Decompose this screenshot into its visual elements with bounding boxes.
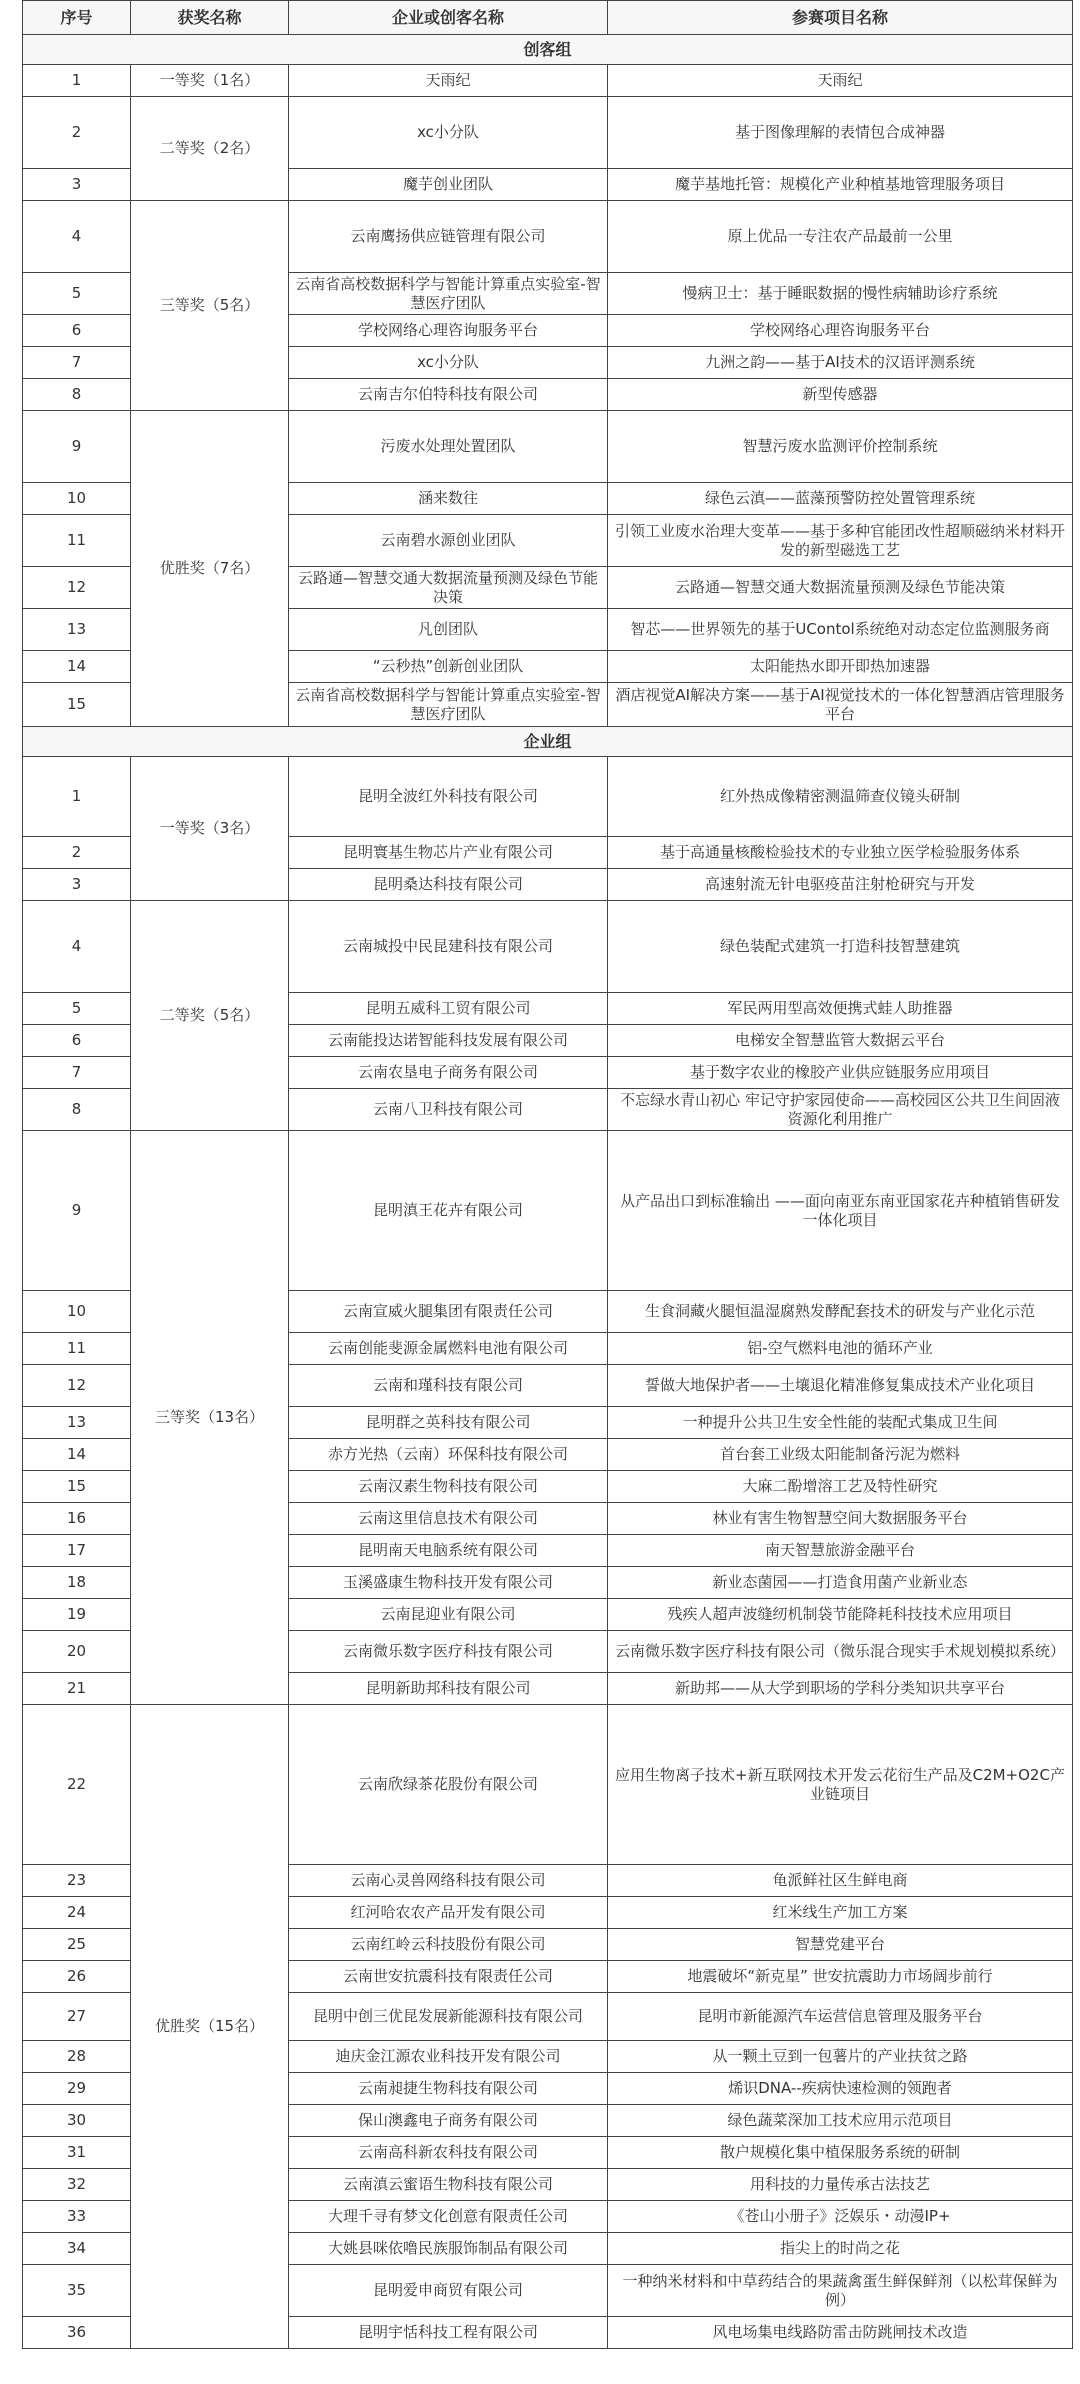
org-name: 云南红岭云科技股份有限公司: [289, 1929, 608, 1961]
org-name: 云南欣绿茶花股份有限公司: [289, 1705, 608, 1865]
project-name: 昆明市新能源汽车运营信息管理及服务平台: [608, 1993, 1073, 2041]
org-name: 学校网络心理咨询服务平台: [289, 315, 608, 347]
project-name: 绿色装配式建筑一打造科技智慧建筑: [608, 901, 1073, 993]
org-name: 大姚县咪依噜民族服饰制品有限公司: [289, 2233, 608, 2265]
org-name: 云南鹰扬供应链管理有限公司: [289, 201, 608, 273]
table-body: [23, 35, 1073, 2349]
org-name: 云南和瑾科技有限公司: [289, 1365, 608, 1407]
org-name: 云南高科新农科技有限公司: [289, 2137, 608, 2169]
org-name: 昆明爱申商贸有限公司: [289, 2265, 608, 2317]
project-name: 智慧党建平台: [608, 1929, 1073, 1961]
project-name: 智慧污废水监测评价控制系统: [608, 411, 1073, 483]
project-name: 天雨纪: [608, 65, 1073, 97]
org-name: 云南吉尔伯特科技有限公司: [289, 379, 608, 411]
row-number: 15: [23, 1471, 131, 1503]
row-number: 28: [23, 2041, 131, 2073]
row-number: 4: [23, 201, 131, 273]
project-name: 云南微乐数字医疗科技有限公司（微乐混合现实手术规划模拟系统）: [608, 1631, 1073, 1673]
project-name: 电梯安全智慧监管大数据云平台: [608, 1025, 1073, 1057]
org-name: 大理千寻有梦文化创意有限责任公司: [289, 2201, 608, 2233]
project-name: 指尖上的时尚之花: [608, 2233, 1073, 2265]
project-name: 从一颗土豆到一包薯片的产业扶贫之路: [608, 2041, 1073, 2073]
row-number: 5: [23, 273, 131, 315]
project-name: 残疾人超声波缝纫机制袋节能降耗科技技术应用项目: [608, 1599, 1073, 1631]
project-name: 大麻二酚增溶工艺及特性研究: [608, 1471, 1073, 1503]
org-name: 昆明五威科工贸有限公司: [289, 993, 608, 1025]
org-name: xc小分队: [289, 97, 608, 169]
project-name: 从产品出口到标准输出 ——面向南亚东南亚国家花卉种植销售研发一体化项目: [608, 1131, 1073, 1291]
row-number: 7: [23, 347, 131, 379]
row-number: 13: [23, 1407, 131, 1439]
project-name: 红外热成像精密测温筛查仪镜头研制: [608, 757, 1073, 837]
table-row: [23, 1705, 1073, 1865]
org-name: 污废水处理处置团队: [289, 411, 608, 483]
project-name: 智芯——世界领先的基于UContol系统绝对动态定位监测服务商: [608, 609, 1073, 651]
row-number: 9: [23, 1131, 131, 1291]
row-number: 3: [23, 869, 131, 901]
project-name: 地震破坏“新克星” 世安抗震助力市场阔步前行: [608, 1961, 1073, 1993]
row-number: 16: [23, 1503, 131, 1535]
row-number: 23: [23, 1865, 131, 1897]
row-number: 14: [23, 1439, 131, 1471]
org-name: 昆明新助邦科技有限公司: [289, 1673, 608, 1705]
row-number: 6: [23, 315, 131, 347]
project-name: 云路通—智慧交通大数据流量预测及绿色节能决策: [608, 567, 1073, 609]
row-number: 25: [23, 1929, 131, 1961]
org-name: 昆明滇王花卉有限公司: [289, 1131, 608, 1291]
header-row: [23, 1, 1073, 35]
row-number: 30: [23, 2105, 131, 2137]
project-name: 烯识DNA--疾病快速检测的领跑者: [608, 2073, 1073, 2105]
project-name: 南天智慧旅游金融平台: [608, 1535, 1073, 1567]
org-name: 云南农垦电子商务有限公司: [289, 1057, 608, 1089]
row-number: 22: [23, 1705, 131, 1865]
org-name: 云南世安抗震科技有限责任公司: [289, 1961, 608, 1993]
row-number: 18: [23, 1567, 131, 1599]
project-name: 基于数字农业的橡胶产业供应链服务应用项目: [608, 1057, 1073, 1089]
project-name: 林业有害生物智慧空间大数据服务平台: [608, 1503, 1073, 1535]
org-name: 昆明宇恬科技工程有限公司: [289, 2317, 608, 2349]
org-name: 昆明全波红外科技有限公司: [289, 757, 608, 837]
org-name: 云南昶捷生物科技有限公司: [289, 2073, 608, 2105]
project-name: 首台套工业级太阳能制备污泥为燃料: [608, 1439, 1073, 1471]
row-number: 2: [23, 97, 131, 169]
project-name: 新助邦——从大学到职场的学科分类知识共享平台: [608, 1673, 1073, 1705]
project-name: 基于高通量核酸检验技术的专业独立医学检验服务体系: [608, 837, 1073, 869]
org-name: 昆明桑达科技有限公司: [289, 869, 608, 901]
award-name: 二等奖（5名）: [131, 901, 289, 1131]
row-number: 10: [23, 483, 131, 515]
award-name: 一等奖（1名）: [131, 65, 289, 97]
project-name: 学校网络心理咨询服务平台: [608, 315, 1073, 347]
row-number: 21: [23, 1673, 131, 1705]
project-name: 风电场集电线路防雷击防跳闸技术改造: [608, 2317, 1073, 2349]
row-number: 4: [23, 901, 131, 993]
project-name: 生食洞藏火腿恒温湿腐熟发酵配套技术的研发与产业化示范: [608, 1291, 1073, 1333]
row-number: 3: [23, 169, 131, 201]
row-number: 7: [23, 1057, 131, 1089]
project-name: 誓做大地保护者——土壤退化精准修复集成技术产业化项目: [608, 1365, 1073, 1407]
org-name: 云南碧水源创业团队: [289, 515, 608, 567]
row-number: 35: [23, 2265, 131, 2317]
project-name: 基于图像理解的表情包合成神器: [608, 97, 1073, 169]
award-name: 二等奖（2名）: [131, 97, 289, 201]
org-name: 云南汉素生物科技有限公司: [289, 1471, 608, 1503]
project-name: 一种纳米材料和中草药结合的果蔬禽蛋生鲜保鲜剂（以松茸保鲜为例）: [608, 2265, 1073, 2317]
section-title: 创客组: [23, 35, 1073, 65]
project-name: 一种提升公共卫生安全性能的装配式集成卫生间: [608, 1407, 1073, 1439]
section-row: [23, 35, 1073, 65]
row-number: 33: [23, 2201, 131, 2233]
org-name: 云南省高校数据科学与智能计算重点实验室-智慧医疗团队: [289, 683, 608, 727]
org-name: 玉溪盛康生物科技开发有限公司: [289, 1567, 608, 1599]
row-number: 11: [23, 1333, 131, 1365]
org-name: 迪庆金江源农业科技开发有限公司: [289, 2041, 608, 2073]
project-name: 龟派鲜社区生鲜电商: [608, 1865, 1073, 1897]
project-name: 《苍山小册子》泛娱乐・动漫IP+: [608, 2201, 1073, 2233]
org-name: 赤方光热（云南）环保科技有限公司: [289, 1439, 608, 1471]
header-org: 企业或创客名称: [289, 1, 608, 35]
table-row: [23, 201, 1073, 273]
row-number: 1: [23, 65, 131, 97]
org-name: 天雨纪: [289, 65, 608, 97]
row-number: 12: [23, 567, 131, 609]
project-name: 原上优品一专注农产品最前一公里: [608, 201, 1073, 273]
row-number: 36: [23, 2317, 131, 2349]
header-no: 序号: [23, 1, 131, 35]
org-name: 昆明中创三优昆发展新能源科技有限公司: [289, 1993, 608, 2041]
org-name: 涵来数往: [289, 483, 608, 515]
project-name: 慢病卫士：基于睡眠数据的慢性病辅助诊疗系统: [608, 273, 1073, 315]
project-name: 新业态菌园——打造食用菌产业新业态: [608, 1567, 1073, 1599]
award-table: [22, 0, 1073, 2349]
header-award: 获奖名称: [131, 1, 289, 35]
project-name: 应用生物离子技术+新互联网技术开发云花衍生产品及C2M+O2C产业链项目: [608, 1705, 1073, 1865]
org-name: 云南创能斐源金属燃料电池有限公司: [289, 1333, 608, 1365]
award-name: 三等奖（13名）: [131, 1131, 289, 1705]
project-name: 引领工业废水治理大变革——基于多种官能团改性超顺磁纳米材料开发的新型磁选工艺: [608, 515, 1073, 567]
row-number: 11: [23, 515, 131, 567]
row-number: 9: [23, 411, 131, 483]
org-name: 云南滇云蜜语生物科技有限公司: [289, 2169, 608, 2201]
table-row: [23, 97, 1073, 169]
row-number: 26: [23, 1961, 131, 1993]
org-name: 凡创团队: [289, 609, 608, 651]
org-name: xc小分队: [289, 347, 608, 379]
row-number: 32: [23, 2169, 131, 2201]
section-row: [23, 727, 1073, 757]
org-name: 魔芋创业团队: [289, 169, 608, 201]
project-name: 太阳能热水即开即热加速器: [608, 651, 1073, 683]
project-name: 铝-空气燃料电池的循环产业: [608, 1333, 1073, 1365]
project-name: 魔芋基地托管：规模化产业种植基地管理服务项目: [608, 169, 1073, 201]
org-name: 云南微乐数字医疗科技有限公司: [289, 1631, 608, 1673]
org-name: 云南这里信息技术有限公司: [289, 1503, 608, 1535]
row-number: 19: [23, 1599, 131, 1631]
project-name: 散户规模化集中植保服务系统的研制: [608, 2137, 1073, 2169]
award-name: 优胜奖（15名）: [131, 1705, 289, 2349]
row-number: 17: [23, 1535, 131, 1567]
project-name: 军民两用型高效便携式蛙人助推器: [608, 993, 1073, 1025]
table-row: [23, 901, 1073, 993]
org-name: 云南能投达诺智能科技发展有限公司: [289, 1025, 608, 1057]
award-name: 优胜奖（7名）: [131, 411, 289, 727]
row-number: 14: [23, 651, 131, 683]
org-name: 昆明群之英科技有限公司: [289, 1407, 608, 1439]
award-name: 三等奖（5名）: [131, 201, 289, 411]
org-name: 云南省高校数据科学与智能计算重点实验室-智慧医疗团队: [289, 273, 608, 315]
org-name: 云南宣威火腿集团有限责任公司: [289, 1291, 608, 1333]
award-list-document: [22, 0, 1072, 2349]
row-number: 15: [23, 683, 131, 727]
project-name: 红米线生产加工方案: [608, 1897, 1073, 1929]
project-name: 不忘绿水青山初心 牢记守护家园使命——高校园区公共卫生间固液资源化利用推广: [608, 1089, 1073, 1131]
org-name: 昆明寰基生物芯片产业有限公司: [289, 837, 608, 869]
table-row: [23, 1131, 1073, 1291]
row-number: 2: [23, 837, 131, 869]
org-name: 云南心灵兽网络科技有限公司: [289, 1865, 608, 1897]
org-name: 红河哈农农产品开发有限公司: [289, 1897, 608, 1929]
row-number: 34: [23, 2233, 131, 2265]
row-number: 12: [23, 1365, 131, 1407]
header-project: 参赛项目名称: [608, 1, 1073, 35]
row-number: 20: [23, 1631, 131, 1673]
row-number: 5: [23, 993, 131, 1025]
row-number: 29: [23, 2073, 131, 2105]
row-number: 10: [23, 1291, 131, 1333]
project-name: 高速射流无针电驱疫苗注射枪研究与开发: [608, 869, 1073, 901]
table-row: [23, 757, 1073, 837]
project-name: 新型传感器: [608, 379, 1073, 411]
row-number: 8: [23, 1089, 131, 1131]
row-number: 13: [23, 609, 131, 651]
table-row: [23, 65, 1073, 97]
award-name: 一等奖（3名）: [131, 757, 289, 901]
row-number: 31: [23, 2137, 131, 2169]
project-name: 绿色蔬菜深加工技术应用示范项目: [608, 2105, 1073, 2137]
row-number: 6: [23, 1025, 131, 1057]
row-number: 8: [23, 379, 131, 411]
org-name: 云南城投中民昆建科技有限公司: [289, 901, 608, 993]
project-name: 酒店视觉AI解决方案——基于AI视觉技术的一体化智慧酒店管理服务平台: [608, 683, 1073, 727]
org-name: “云秒热”创新创业团队: [289, 651, 608, 683]
section-title: 企业组: [23, 727, 1073, 757]
org-name: 保山澳鑫电子商务有限公司: [289, 2105, 608, 2137]
project-name: 九洲之韵——基于AI技术的汉语评测系统: [608, 347, 1073, 379]
row-number: 1: [23, 757, 131, 837]
row-number: 24: [23, 1897, 131, 1929]
project-name: 用科技的力量传承古法技艺: [608, 2169, 1073, 2201]
org-name: 云南昆迎业有限公司: [289, 1599, 608, 1631]
org-name: 昆明南天电脑系统有限公司: [289, 1535, 608, 1567]
row-number: 27: [23, 1993, 131, 2041]
org-name: 云路通—智慧交通大数据流量预测及绿色节能决策: [289, 567, 608, 609]
project-name: 绿色云滇——蓝藻预警防控处置管理系统: [608, 483, 1073, 515]
table-row: [23, 411, 1073, 483]
org-name: 云南八卫科技有限公司: [289, 1089, 608, 1131]
